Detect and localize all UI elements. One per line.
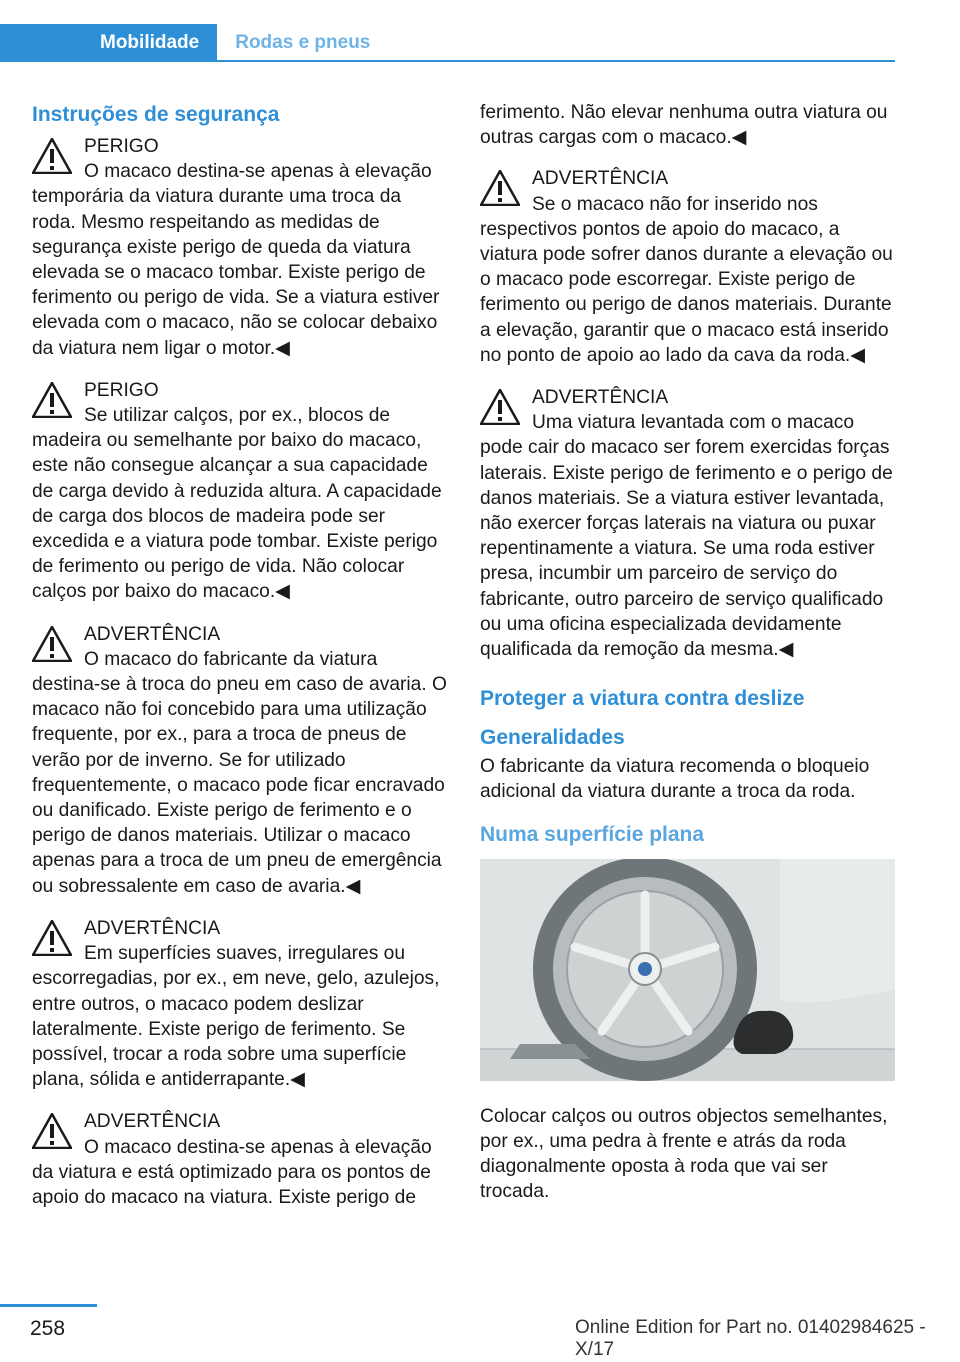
warning-text: O macaco destina-se apenas à elevação da viatura e está optimizado para os pontos de apoio do macaco na viatura. Existe perigo de	[32, 1136, 432, 1208]
warning-title: PERIGO	[84, 379, 159, 401]
subheading-flat-surface: Numa superfície plana	[480, 822, 705, 846]
warning-title: ADVERTÊNCIA	[532, 168, 669, 190]
general-text: O fabricante da viatura recomenda o bloqueio adicional da viatura durante a troca da roda.	[480, 756, 870, 803]
right-column	[480, 100, 896, 1205]
warning-block	[32, 134, 448, 361]
warning-triangle-icon	[32, 382, 72, 418]
warning-block	[32, 1109, 448, 1210]
warning-block	[480, 385, 896, 662]
warning-block	[32, 622, 448, 899]
section-heading-protect: Proteger a viatura contra deslize	[480, 687, 805, 711]
tab-rodas-e-pneus: Rodas e pneus	[235, 32, 371, 53]
warning-triangle-icon	[32, 138, 72, 174]
warning-triangle-icon	[32, 920, 72, 956]
warning-block	[32, 378, 448, 605]
warning-triangle-icon	[480, 389, 520, 425]
warning-title: PERIGO	[84, 136, 159, 157]
figure-caption: Colocar calços ou outros objectos semelhantes, por ex., uma pedra à frente e atrás da roda diagonalmente oposta à roda que vai ser trocada.	[480, 1105, 888, 1203]
warning-triangle-icon	[480, 170, 520, 206]
tab-mobilidade: Mobilidade	[0, 24, 217, 62]
header-tabs	[0, 24, 895, 62]
left-column	[32, 100, 448, 1227]
header-rule	[0, 60, 895, 62]
wheel-chock-illustration	[480, 859, 895, 1081]
warning-text: O macaco do fabricante da viatura destina-se à troca do pneu em caso de avaria. O macaco não foi concebido para uma utilização frequente, por ex., para a troca de pneus de verão por de inverno. Se for utilizado frequentemente, o macaco pode ficar encravado ou danificado. Existe perigo de ferimento e o perigo de danos materiais. Utilizar o macaco apenas para a troca de um pneu de emergência ou sobressalente em caso de avaria.◀	[32, 648, 447, 897]
warning-triangle-icon	[32, 1113, 72, 1149]
warning-text: O macaco destina-se apenas à elevação temporária da viatura durante uma troca da roda. Mesmo respeitando as medidas de segurança existe perigo de queda da viatura elevada se o macaco tombar. Existe perigo de ferimento ou perigo de vida. Se a viatura estiver elevada com o macaco, não se colocar debaixo da viatura nem ligar o motor.◀	[32, 161, 440, 359]
edition-note: Online Edition for Part no. 01402984625 - X/17	[575, 1317, 926, 1360]
warning-title: ADVERTÊNCIA	[84, 1111, 221, 1133]
footer-rule	[0, 1304, 97, 1307]
subheading-generalidades: Generalidades	[480, 726, 625, 750]
warning-block	[480, 166, 896, 368]
warning-text: Uma viatura levantada com o macaco pode cair do macaco ser forem exercidas forças laterais. Existe perigo de ferimento e o perigo de danos materiais. Se a viatura estiver levantada, não exercer forças laterais na viatura ou puxar repentinamente a viatura. Se uma roda estiver presa, incumbir um parceiro de serviço do fabricante, outro parceiro de serviço qualificado ou uma oficina especializada devidamente qualificada da remoção da mesma.◀	[480, 412, 893, 661]
warning-block	[32, 916, 448, 1092]
warning-title: ADVERTÊNCIA	[84, 917, 221, 939]
page-number: 258	[30, 1317, 66, 1340]
warning-text: Em superfícies suaves, irregulares ou escorregadias, por ex., em neve, gelo, azulejos, entre outros, o macaco podem deslizar lateralmente. Existe perigo de ferimento. Se possível, trocar a roda sobre uma superfície plana, sólida e antiderrapante.◀	[32, 943, 440, 1091]
warning-triangle-icon	[32, 626, 72, 662]
warning-text: Se o macaco não for inserido nos respectivos pontos de apoio do macaco, a viatura pode sofrer danos durante a elevação ou o macaco pode escorregar. Existe perigo de ferimento ou perigo de danos materiais. Durante a elevação, garantir que o macaco está inserido no ponto de apoio ao lado da cava da roda.◀	[480, 193, 893, 366]
section-heading-safety: Instruções de segurança	[32, 103, 280, 126]
warning-text: Se utilizar calços, por ex., blocos de madeira ou semelhante por baixo do macaco, este não consegue alcançar a sua capacidade de carga devido à reduzida altura. A capacidade de carga dos blocos de madeira pode ser excedida e a viatura pode tombar. Existe perigo de ferimento ou perigo de vida. Não colocar calços por baixo do macaco.◀	[32, 405, 442, 603]
continued-text: ferimento. Não elevar nenhuma outra viatura ou outras cargas com o macaco.◀	[480, 102, 888, 149]
warning-title: ADVERTÊNCIA	[532, 387, 669, 409]
warning-title: ADVERTÊNCIA	[84, 623, 221, 645]
